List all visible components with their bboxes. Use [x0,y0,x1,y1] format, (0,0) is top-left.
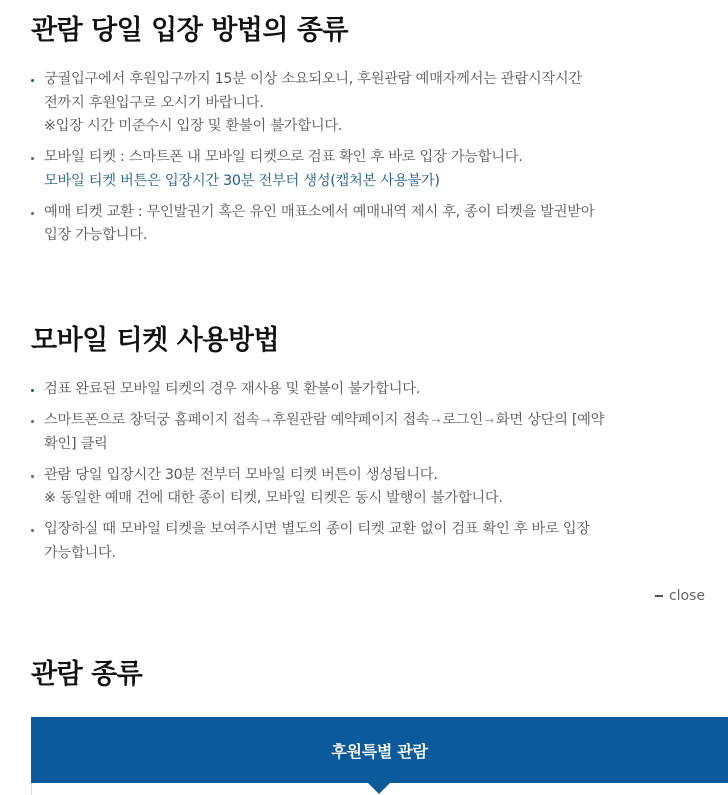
arrow-right-icon: → [261,414,271,427]
list-item: 예매 티켓 교환 : 무인발권기 혹은 유인 매표소에서 예매내역 제시 후, 종이 티켓을 발권받아 입장 가능합니다. [30,201,720,248]
list-item: 입장하실 때 모바일 티켓을 보여주시면 별도의 종이 티켓 교환 없이 검표 확인 후 바로 입장 가능합니다. [30,518,720,565]
tab-special-garden-tour[interactable]: 후원특별 관람 [31,717,728,783]
arrow-right-icon: → [431,414,441,427]
list-item: 관람 당일 입장시간 30분 전부터 모바일 티켓 버튼이 생성됩니다. ※ 동일한 예매 건에 대한 종이 티켓, 모바일 티켓은 동시 발행이 불가합니다. [30,464,720,511]
arrow-right-icon: → [484,414,494,427]
section-title-tour-types: 관람 종류 [31,659,143,690]
list-item: 검표 완료된 모바일 티켓의 경우 재사용 및 환불이 불가합니다. [30,378,720,402]
section-title-mobile-ticket: 모바일 티켓 사용방법 [31,325,280,356]
tab-active-indicator-icon [368,783,390,794]
minus-icon [655,595,663,597]
close-button[interactable]: close [655,588,705,604]
mobile-ticket-list [30,378,720,573]
list-item: 스마트폰으로 창덕궁 홈페이지 접속 → 후원관람 예약페이지 접속 → 로그인 → 화면 상단의 [예약 확인] 클릭 [30,409,720,456]
entry-methods-list [30,68,720,255]
section-title-entry-methods: 관람 당일 입장 방법의 종류 [31,15,349,46]
list-item: 모바일 티켓 : 스마트폰 내 모바일 티켓으로 검표 확인 후 바로 입장 가능합니다. 모바일 티켓 버튼은 입장시간 30분 전부터 생성(캡처본 사용불가) [30,146,720,193]
list-item: 궁궐입구에서 후원입구까지 15분 이상 소요되오니, 후원관람 예매자께서는 관람시작시간 전까지 후원입구로 오시기 바랍니다. ※입장 시간 미준수시 입장 및 환불이 불가합니다. [30,68,720,139]
